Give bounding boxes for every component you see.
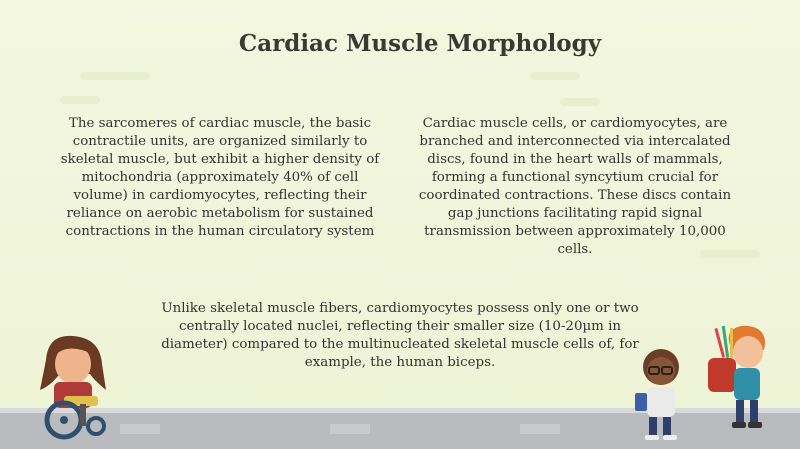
background-shape: [560, 98, 600, 106]
background-shape: [80, 72, 150, 80]
road-stripe: [120, 424, 160, 434]
boy-with-glasses-icon: [625, 345, 695, 445]
paragraph-left: The sarcomeres of cardiac muscle, the basic contractile units, are organized similarly to skeletal muscle, but exhibit a higher density of mitochondria (approximately 40% of cell volume) in cardiomyocytes, reflecting their reliance on aerobic metabolism for sustained contractions in the human circulatory system: [60, 116, 380, 239]
road-stripe: [520, 424, 560, 434]
background-shape: [530, 72, 580, 80]
girl-in-wheelchair-icon: [28, 330, 118, 442]
paragraph-right: Cardiac muscle cells, or cardiomyocytes, are branched and interconnected via intercalated discs, found in the heart walls of mammals, forming a functional syncytium crucial for coordinated contractions. These discs contain gap junctions facilitating rapid signal transmission between approximately 10,000 cells.: [418, 116, 732, 257]
road-stripe: [330, 424, 370, 434]
boy-with-backpack-icon: [700, 322, 780, 434]
paragraph-bottom: Unlike skeletal muscle fibers, cardiomyocytes possess only one or two centrally located nuclei, reflecting their smaller size (10-20µm in diameter) compared to the multinucleated skeletal muscle cells of, for example, the human biceps.: [161, 301, 639, 370]
background-shape: [60, 96, 100, 104]
slide-title: Cardiac Muscle Morphology: [238, 30, 602, 57]
